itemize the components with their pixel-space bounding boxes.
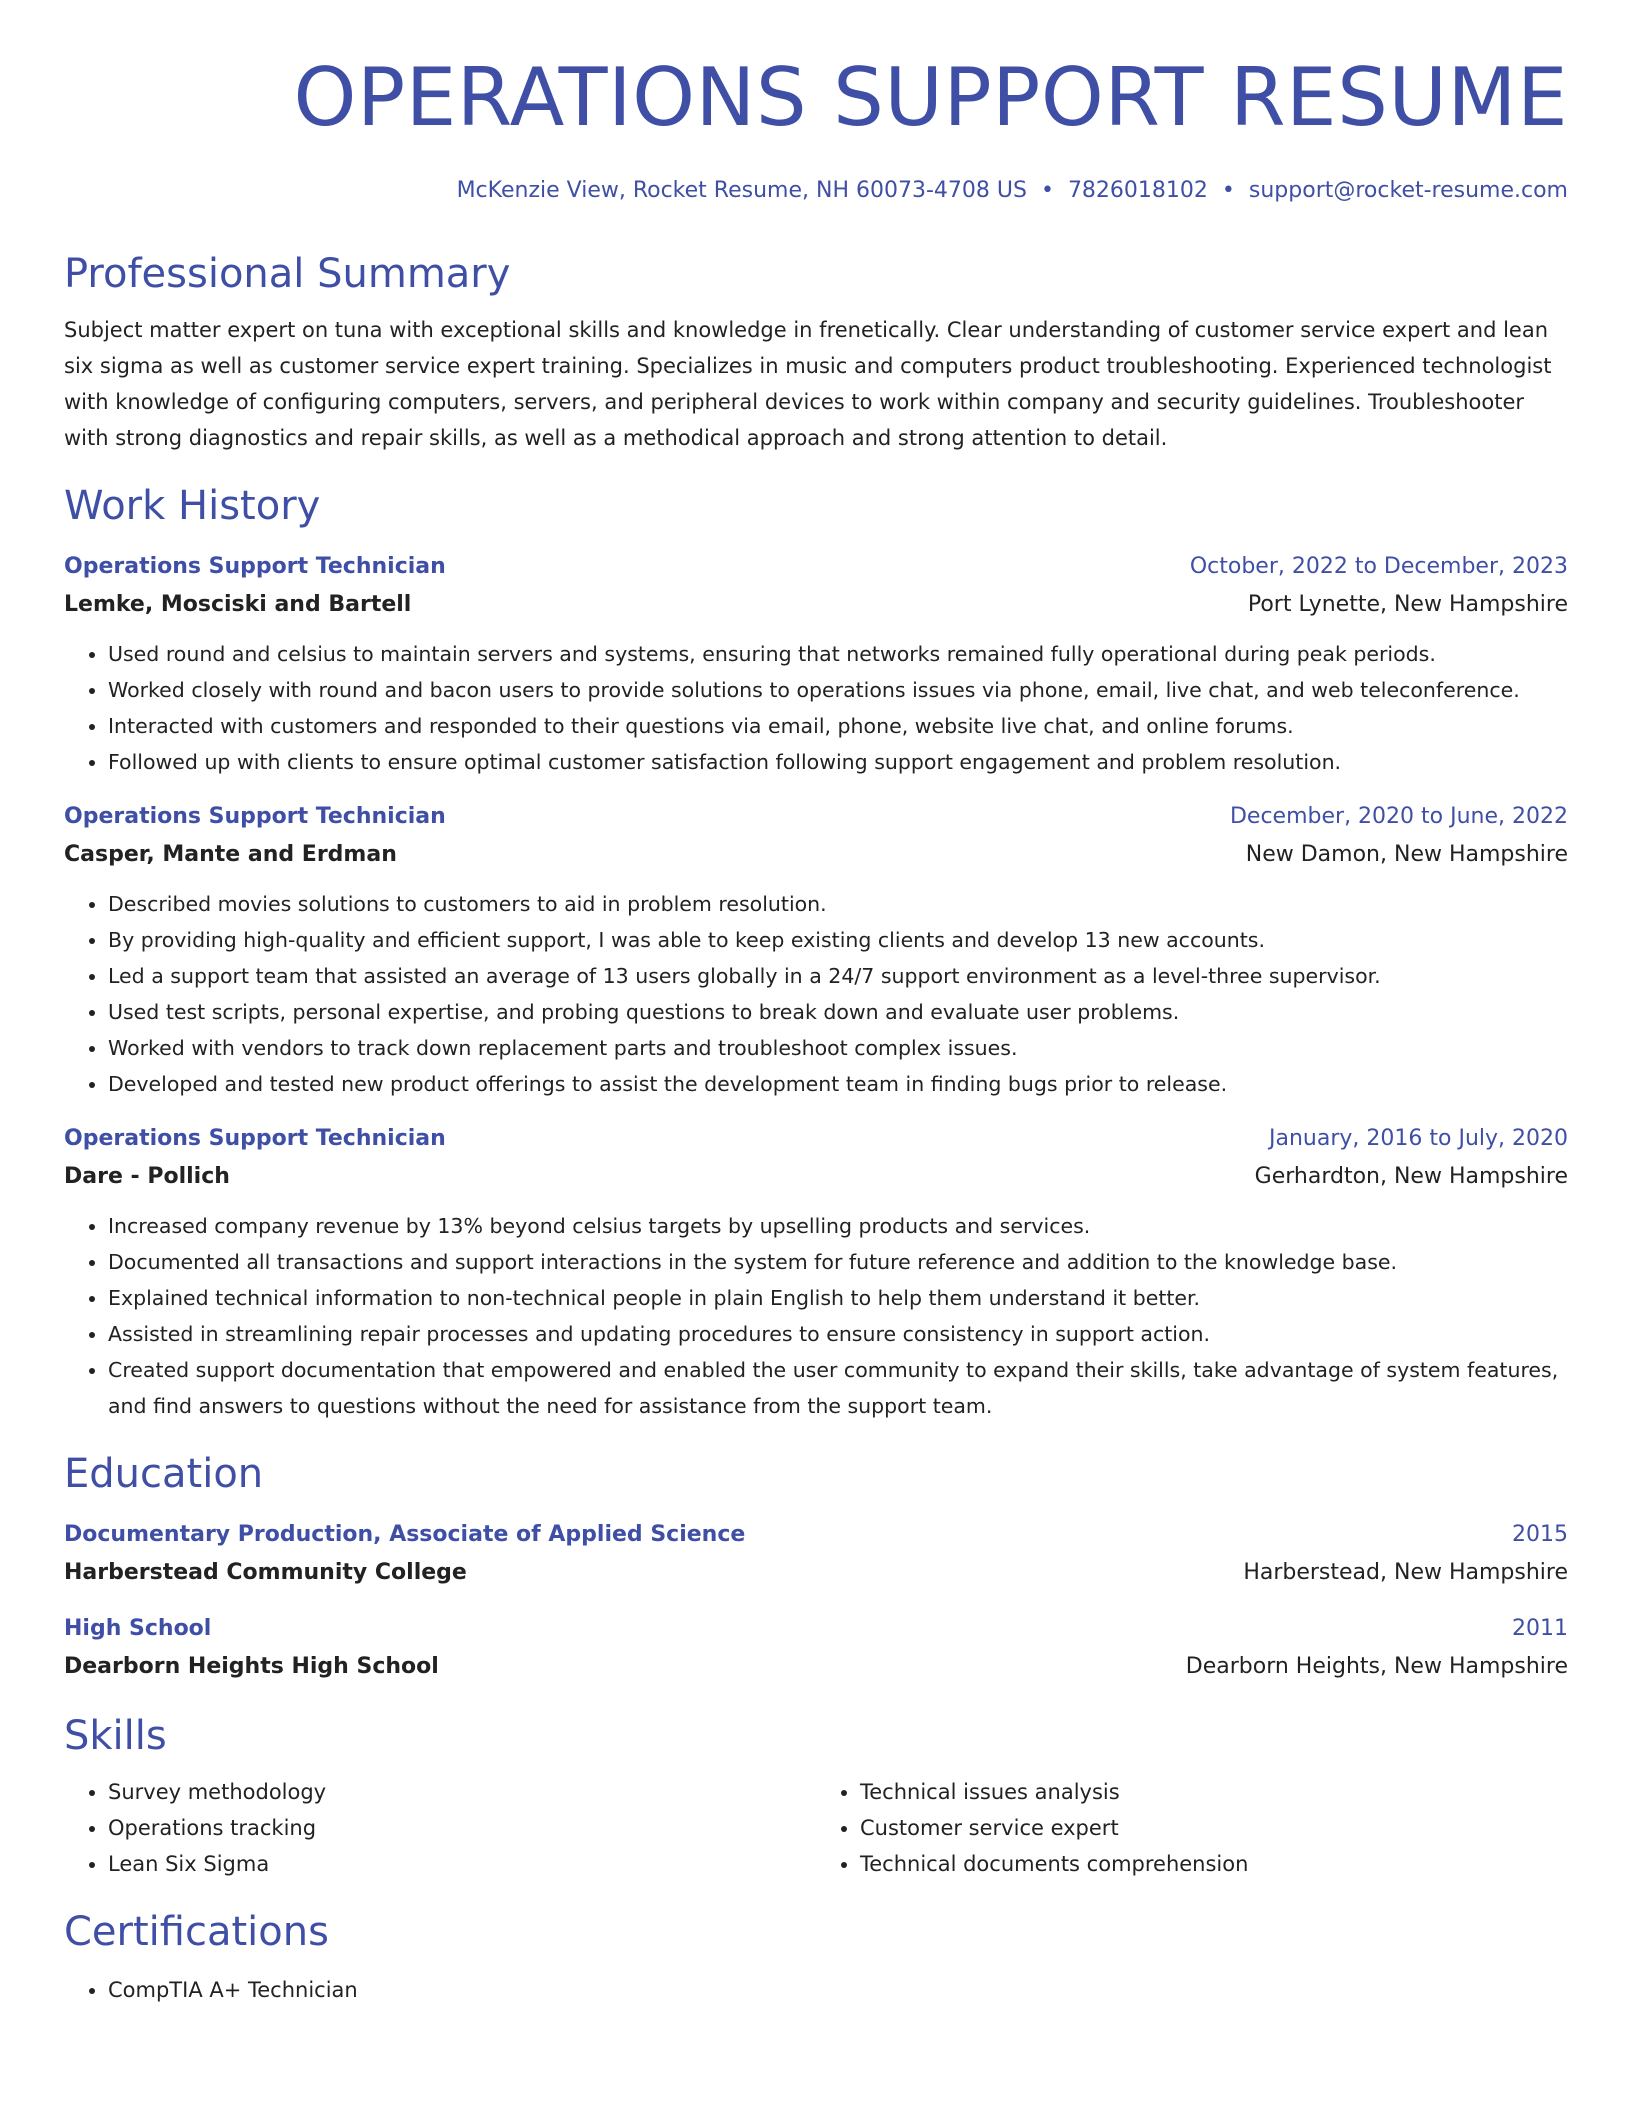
job-location: New Damon, New Hampshire [1245, 842, 1568, 867]
summary-text: Subject matter expert on tuna with exceptional skills and knowledge in frenetically. Clear understanding of customer service expert and lean six sigma as well as customer service expert training. Specializes in music and computers product troubleshooting. Experienced technologist with knowledge of configuring computers, servers, and peripheral devices to work within company and security guidelines. Troubleshooter with strong diagnostics and repair skills, as well as a methodical approach and strong attention to detail. [64, 318, 1552, 450]
job-title: Operations Support Technician [64, 1126, 446, 1151]
skills-columns [64, 1774, 1568, 1882]
company-name: Lemke, Mosciski and Bartell [64, 592, 412, 617]
email-link[interactable]: support@rocket-resume.com [1248, 178, 1568, 203]
bullet-item: • Worked with vendors to track down replacement parts and troubleshoot complex issues. [108, 1030, 1568, 1066]
job-dates: January, 2016 to July, 2020 [1269, 1126, 1568, 1151]
bullet-item: • Documented all transactions and support interactions in the system for future reference and addition to the knowledge base. [108, 1244, 1568, 1280]
education-header-row [64, 1610, 1568, 1648]
bullet-item: • Assisted in streamlining repair processes and updating procedures to ensure consistency in support action. [108, 1316, 1568, 1352]
education-year: 2015 [1512, 1522, 1568, 1547]
degree: Documentary Production, Associate of Applied Science [64, 1522, 746, 1547]
certification-item: • CompTIA A+ Technician [108, 1972, 1568, 2008]
job-list [64, 548, 1568, 1424]
bullet-item: • Increased company revenue by 13% beyond celsius targets by upselling products and services. [108, 1208, 1568, 1244]
bullet-item: • Worked closely with round and bacon users to provide solutions to operations issues via phone, email, live chat, and web teleconference. [108, 672, 1568, 708]
job-company-row [64, 836, 1568, 874]
school-location: Dearborn Heights, New Hampshire [1185, 1654, 1568, 1679]
skill-item: • Survey methodology [108, 1774, 816, 1810]
contact-separator: • [1040, 178, 1054, 203]
skill-item: • Customer service expert [860, 1810, 1568, 1846]
work-history-heading: Work History [64, 483, 321, 529]
company-name: Casper, Mante and Erdman [64, 842, 397, 867]
job-entry [64, 1120, 1568, 1424]
job-header-row [64, 548, 1568, 586]
bullet-item: • Used round and celsius to maintain servers and systems, ensuring that networks remained fully operational during peak periods. [108, 636, 1568, 672]
resume-title: OPERATIONS SUPPORT RESUME [293, 51, 1568, 144]
job-bullets [64, 886, 1568, 1102]
bullet-item: • Described movies solutions to customers to aid in problem resolution. [108, 886, 1568, 922]
skills-section [64, 1710, 1568, 1882]
education-header-row [64, 1516, 1568, 1554]
skill-item: • Technical documents comprehension [860, 1846, 1568, 1882]
bullet-item: • Followed up with clients to ensure optimal customer satisfaction following support engagement and problem resolution. [108, 744, 1568, 780]
job-dates: December, 2020 to June, 2022 [1229, 804, 1568, 829]
school-name: Dearborn Heights High School [64, 1654, 439, 1679]
education-list [64, 1516, 1568, 1686]
job-title: Operations Support Technician [64, 554, 446, 579]
skills-column-left [64, 1774, 816, 1882]
work-history-section [64, 480, 1568, 1424]
contact-line [64, 176, 1568, 206]
bullet-item: • Developed and tested new product offerings to assist the development team in finding bugs prior to release. [108, 1066, 1568, 1102]
skill-item: • Lean Six Sigma [108, 1846, 816, 1882]
bullet-item: • By providing high-quality and efficient support, I was able to keep existing clients and develop 13 new accounts. [108, 922, 1568, 958]
school-name: Harberstead Community College [64, 1560, 467, 1585]
education-section [64, 1448, 1568, 1686]
bullet-item: • Led a support team that assisted an average of 13 users globally in a 24/7 support environment as a level-three supervisor. [108, 958, 1568, 994]
job-title: Operations Support Technician [64, 804, 446, 829]
skills-column-right [816, 1774, 1568, 1882]
education-entry [64, 1516, 1568, 1592]
job-entry [64, 798, 1568, 1102]
education-school-row [64, 1648, 1568, 1686]
company-name: Dare - Pollich [64, 1164, 230, 1189]
job-company-row [64, 586, 1568, 624]
job-entry [64, 548, 1568, 780]
skills-list-left [64, 1774, 816, 1882]
skill-item: • Technical issues analysis [860, 1774, 1568, 1810]
certifications-heading: Certifications [64, 1909, 329, 1955]
job-header-row [64, 798, 1568, 836]
education-year: 2011 [1512, 1616, 1568, 1641]
skills-heading: Skills [64, 1713, 167, 1759]
education-entry [64, 1610, 1568, 1686]
job-header-row [64, 1120, 1568, 1158]
school-location: Harberstead, New Hampshire [1243, 1560, 1568, 1585]
job-bullets [64, 636, 1568, 780]
phone: 7826018102 [1067, 178, 1208, 203]
address: McKenzie View, Rocket Resume, NH 60073-4708 US [456, 178, 1027, 203]
contact-separator: • [1221, 178, 1235, 203]
skill-item: • Operations tracking [108, 1810, 816, 1846]
job-location: Port Lynette, New Hampshire [1247, 592, 1568, 617]
certifications-list [64, 1972, 1568, 2008]
education-heading: Education [64, 1451, 264, 1497]
bullet-item: • Explained technical information to non-technical people in plain English to help them understand it better. [108, 1280, 1568, 1316]
skills-list-right [816, 1774, 1568, 1882]
job-location: Gerhardton, New Hampshire [1254, 1164, 1568, 1189]
bullet-item: • Interacted with customers and responded to their questions via email, phone, website live chat, and online forums. [108, 708, 1568, 744]
job-bullets [64, 1208, 1568, 1424]
degree: High School [64, 1616, 212, 1641]
certifications-section [64, 1906, 1568, 2008]
job-dates: October, 2022 to December, 2023 [1189, 554, 1568, 579]
bullet-item: • Created support documentation that empowered and enabled the user community to expand their skills, take advantage of system features, and find answers to questions without the need for assistance from the support team. [108, 1352, 1568, 1424]
job-company-row [64, 1158, 1568, 1196]
education-school-row [64, 1554, 1568, 1592]
summary-heading: Professional Summary [64, 251, 511, 297]
bullet-item: • Used test scripts, personal expertise, and probing questions to break down and evaluate user problems. [108, 994, 1568, 1030]
